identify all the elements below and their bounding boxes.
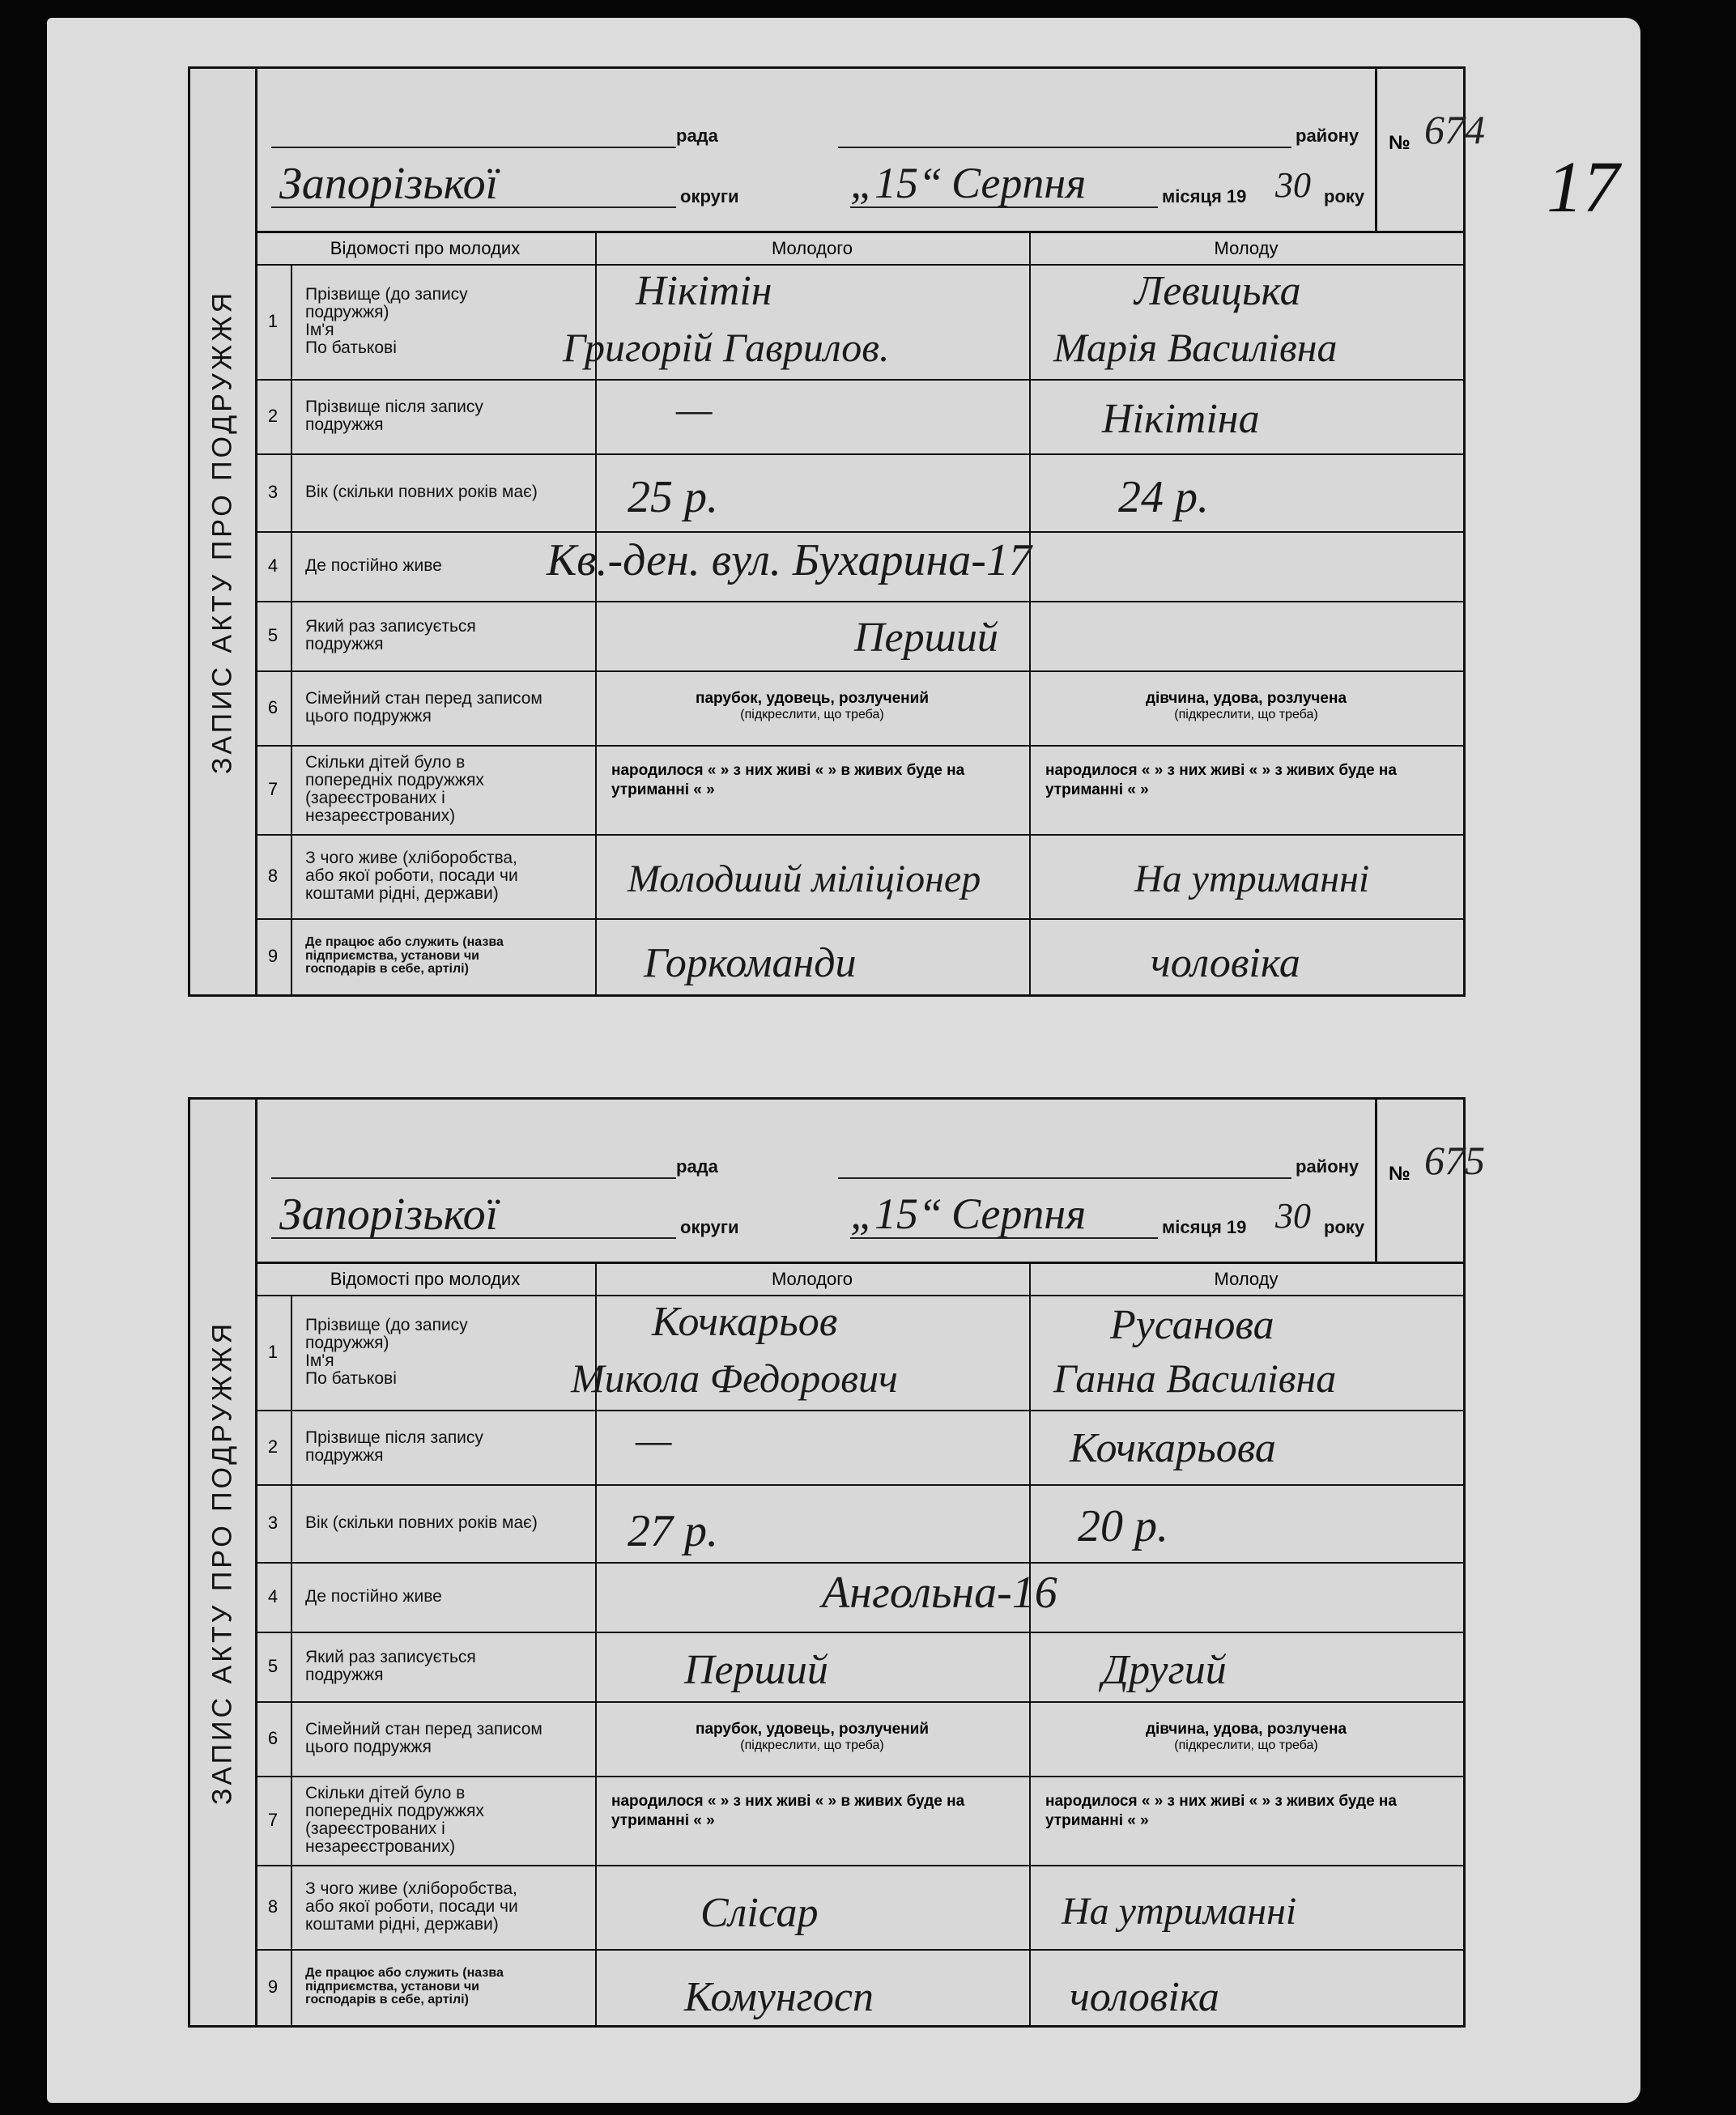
row-9-workplace: 9 Де працює або служить (назва підприємства, установи чи господарів в себе, артілі) Горкоманди чоловіка xyxy=(255,918,1463,994)
row3-label: Вік (скільки повних років має) xyxy=(305,1513,538,1532)
groom-surname-after: — xyxy=(676,386,713,432)
day-value: „15“ xyxy=(850,1189,943,1238)
number-label: № xyxy=(1389,132,1410,154)
number-label: № xyxy=(1389,1163,1410,1185)
month-value: Серпня xyxy=(951,1189,1087,1238)
groom-name-patronymic: Григорій Гаврилов. xyxy=(563,325,890,370)
bride-age: 24 р. xyxy=(1118,472,1209,522)
bride-occupation: На утриманні xyxy=(1134,857,1370,900)
bride-name-patronymic: Ганна Василівна xyxy=(1053,1355,1337,1401)
row3-label: Вік (скільки повних років має) xyxy=(305,482,538,501)
bride-occupation: На утриманні xyxy=(1062,1890,1297,1933)
bride-surname-after: Нікітіна xyxy=(1102,396,1260,442)
row-5-times: 5 Який раз записується подружжя Перший Другий xyxy=(255,1632,1463,1703)
okrug-value: Запорізької xyxy=(279,1189,499,1240)
groom-status-note: (підкреслити, що треба) xyxy=(740,708,884,721)
col-header-info: Відомості про молодих xyxy=(255,233,595,266)
row6-label: Сімейний стан перед записом цього подружжя xyxy=(305,1719,542,1756)
groom-status-note: (підкреслити, що треба) xyxy=(740,1738,884,1752)
groom-children: народилося « » з них живі « » в живих буде на утриманні « » xyxy=(611,1793,965,1829)
bride-children: народилося « » з них живі « » з живих буде на утриманні « » xyxy=(1045,762,1397,798)
row4-label: Де постійно живе xyxy=(305,555,442,575)
row-1-names: 1 Прізвище (до запису подружжя) Ім'я По батькові Кочкарьов Микола Федорович Русанова Ганна Василівна xyxy=(255,1295,1463,1411)
month-value: Серпня xyxy=(951,159,1087,207)
times-value: Перший xyxy=(854,615,998,661)
row-6-status: 6 Сімейний стан перед записом цього подружжя парубок, удовець, розлучений (підкреслити, що треба) дівчина, удова, розлучена (підкреслити, що треба) xyxy=(255,670,1463,747)
row-4-address: 4 Де постійно живе Кв.-ден. вул. Бухарина-17 xyxy=(255,531,1463,602)
bride-name-patronymic: Марія Василівна xyxy=(1053,325,1338,370)
row1-label-surname: Прізвище (до запису подружжя) xyxy=(305,284,468,321)
row8-label: З чого живе (хліборобства, або якої роботи, посади чи коштами рідні, держави) xyxy=(305,848,518,904)
col-header-bride: Молоду xyxy=(1029,233,1463,266)
groom-surname: Нікітін xyxy=(636,268,772,314)
groom-workplace: Комунгосп xyxy=(684,1974,874,2020)
row-8-occupation: 8 З чого живе (хліборобства, або якої роботи, посади чи коштами рідні, держави) Слісар На утриманні xyxy=(255,1865,1463,1951)
row-9-workplace: 9 Де працює або служить (назва підприємства, установи чи господарів в себе, артілі) Комунгосп чоловіка xyxy=(255,1949,1463,2025)
row9-label: Де працює або служить (назва підприємства, установи чи господарів в себе, артілі) xyxy=(305,1965,504,2007)
row5-label: Який раз записується подружжя xyxy=(305,616,476,653)
bride-workplace: чоловіка xyxy=(1151,940,1300,986)
year-label: року xyxy=(1324,1217,1365,1237)
raion-label: району xyxy=(1296,1156,1359,1177)
groom-age: 27 р. xyxy=(628,1506,718,1556)
row-6-status: 6 Сімейний стан перед записом цього подружжя парубок, удовець, розлучений (підкреслити, що треба) дівчина, удова, розлучена (підкреслити, що треба) xyxy=(255,1701,1463,1777)
row2-label: Прізвище після запису подружжя xyxy=(305,397,483,434)
row1-label-patronymic: По батькові xyxy=(305,1369,397,1389)
row-7-children: 7 Скільки дітей було в попередніх подружжях (зареєстрованих і незареєстрованих) народилося « » з них живі « » в живих буде на утриманні « » народилося « » з них живі « » з живих буде на утриманні « » xyxy=(255,1776,1463,1866)
bride-status-note: (підкреслити, що треба) xyxy=(1174,708,1318,721)
bride-children: народилося « » з них живі « » з живих буде на утриманні « » xyxy=(1045,1793,1397,1829)
record-header xyxy=(255,69,1485,231)
bride-status-options: дівчина, удова, розлучена xyxy=(1145,1721,1347,1738)
bride-status-options: дівчина, удова, розлучена xyxy=(1145,690,1347,707)
row2-label: Прізвище після запису подружжя xyxy=(305,1428,483,1465)
okrug-label: округи xyxy=(680,186,739,206)
row9-label: Де працює або служить (назва підприємства, установи чи господарів в себе, артілі) xyxy=(305,934,504,977)
row-2-surname-after: 2 Прізвище після запису подружжя — Кочкарьова xyxy=(255,1410,1463,1486)
marriage-record-675 xyxy=(188,1097,1485,2028)
col-header-groom: Молодого xyxy=(595,1264,1029,1296)
col-header-info: Відомості про молодих xyxy=(255,1264,595,1296)
bride-workplace: чоловіка xyxy=(1070,1974,1219,2020)
row7-label: Скільки дітей було в попередніх подружжях (зареєстрованих і незареєстрованих) xyxy=(305,752,484,826)
row-3-age: 3 Вік (скільки повних років має) 27 р. 20 р. xyxy=(255,1484,1463,1564)
record-number-box xyxy=(1375,1100,1485,1262)
row-1-names: 1 Прізвище (до запису подружжя) Ім'я По батькові Нікітін Григорій Гаврилов. Левицька Марія Василівна xyxy=(255,264,1463,381)
record-header xyxy=(255,1100,1485,1262)
record-sidebar xyxy=(190,69,257,994)
row6-label: Сімейний стан перед записом цього подружжя xyxy=(305,688,542,726)
row4-label: Де постійно живе xyxy=(305,1586,442,1606)
record-table xyxy=(255,1262,1463,2025)
row1-label-patronymic: По батькові xyxy=(305,338,397,358)
record-number: 675 xyxy=(1424,1138,1485,1183)
sidebar-title: ЗАПИС АКТУ ПРО ПОДРУЖЖЯ xyxy=(206,1320,238,1805)
bride-surname: Русанова xyxy=(1110,1302,1274,1348)
row-2-surname-after: 2 Прізвище після запису подружжя — Нікітіна xyxy=(255,379,1463,455)
bride-surname-after: Кочкарьова xyxy=(1070,1425,1276,1471)
bride-age: 20 р. xyxy=(1078,1501,1168,1551)
row-3-age: 3 Вік (скільки повних років має) 25 р. 24 р. xyxy=(255,453,1463,533)
groom-surname-after: — xyxy=(636,1417,672,1462)
sidebar-title: ЗАПИС АКТУ ПРО ПОДРУЖЖЯ xyxy=(206,289,238,774)
record-number-box xyxy=(1375,69,1485,231)
groom-status-options: парубок, удовець, розлучений xyxy=(695,1721,930,1738)
col-header-groom: Молодого xyxy=(595,233,1029,266)
groom-children: народилося « » з них живі « » в живих буде на утриманні « » xyxy=(611,762,965,798)
row-5-times: 5 Який раз записується подружжя Перший xyxy=(255,601,1463,672)
okrug-label: округи xyxy=(680,1217,739,1237)
row1-label-name: Ім'я xyxy=(305,1351,334,1370)
row8-label: З чого живе (хліборобства, або якої роботи, посади чи коштами рідні, держави) xyxy=(305,1879,518,1934)
row-7-children: 7 Скільки дітей було в попередніх подружжях (зареєстрованих і незареєстрованих) народилося « » з них живі « » в живих буде на утриманні « » народилося « » з них живі « » з живих буде на утриманні « » xyxy=(255,745,1463,836)
groom-name-patronymic: Микола Федорович xyxy=(571,1355,898,1401)
row-8-occupation: 8 З чого живе (хліборобства, або якої роботи, посади чи коштами рідні, держави) Молодший міліціонер На утриманні xyxy=(255,834,1463,920)
bride-status-note: (підкреслити, що треба) xyxy=(1174,1738,1318,1752)
groom-surname: Кочкарьов xyxy=(652,1299,838,1345)
month-label: місяця 19 xyxy=(1162,186,1247,206)
corner-page-mark: 17 xyxy=(1547,147,1619,228)
address-value: Кв.-ден. вул. Бухарина-17 xyxy=(547,535,1032,585)
month-label: місяця 19 xyxy=(1162,1217,1247,1237)
col-header-bride: Молоду xyxy=(1029,1264,1463,1296)
bride-times: Другий xyxy=(1102,1647,1227,1693)
row7-label: Скільки дітей було в попередніх подружжях (зареєстрованих і незареєстрованих) xyxy=(305,1783,484,1857)
bride-surname: Левицька xyxy=(1134,268,1301,314)
groom-occupation: Молодший міліціонер xyxy=(628,857,981,900)
groom-times: Перший xyxy=(684,1647,828,1693)
groom-status-options: парубок, удовець, розлучений xyxy=(695,690,930,707)
rada-label: рада xyxy=(676,126,718,146)
raion-label: району xyxy=(1296,126,1359,146)
okrug-value: Запорізької xyxy=(279,159,499,209)
rada-label: рада xyxy=(676,1156,718,1177)
marriage-record-674 xyxy=(188,66,1485,997)
row1-label-surname: Прізвище (до запису подружжя) xyxy=(305,1315,468,1352)
record-table xyxy=(255,231,1463,994)
year-value: 30 xyxy=(1275,1196,1311,1236)
row-4-address: 4 Де постійно живе Ангольна-16 xyxy=(255,1562,1463,1633)
groom-occupation: Слісар xyxy=(700,1890,819,1936)
day-value: „15“ xyxy=(850,159,943,207)
record-sidebar xyxy=(190,1100,257,2025)
groom-age: 25 р. xyxy=(628,472,718,522)
groom-workplace: Горкоманди xyxy=(644,940,857,986)
year-label: року xyxy=(1324,186,1365,206)
address-value: Ангольна-16 xyxy=(822,1568,1057,1618)
row1-label-name: Ім'я xyxy=(305,321,334,339)
record-number: 674 xyxy=(1424,107,1485,152)
row5-label: Який раз записується подружжя xyxy=(305,1647,476,1684)
year-value: 30 xyxy=(1275,165,1311,205)
